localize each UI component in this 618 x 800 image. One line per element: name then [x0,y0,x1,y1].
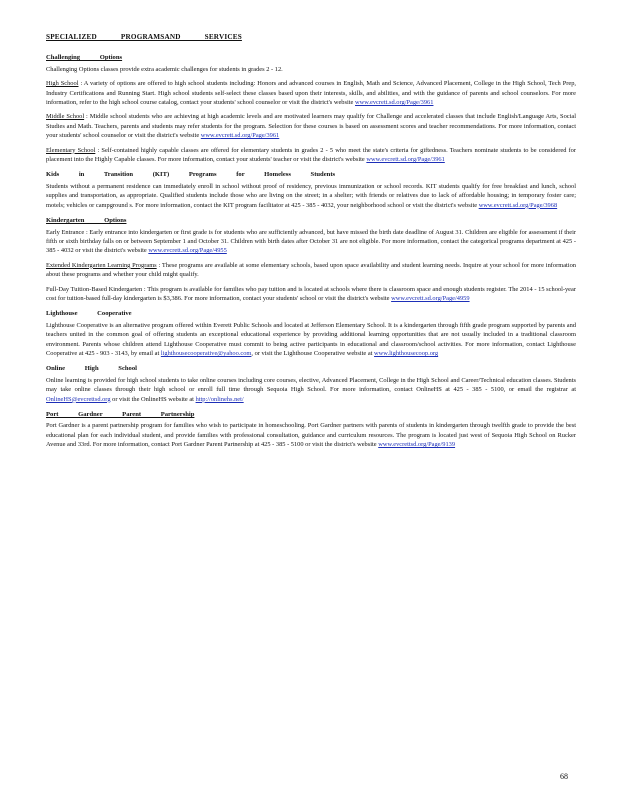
paragraph-lead: Elementary School [46,146,96,154]
section-heading: Lighthouse Cooperative [46,310,132,318]
paragraph-lead: Middle School [46,113,85,121]
challenging-options-section [46,53,576,164]
kit-paragraph [46,182,576,210]
lighthouse-section [46,309,576,358]
website-link[interactable]: www.evcrett.sd.org/Page/3968 [478,201,558,209]
online-paragraph [46,376,576,404]
website-link[interactable]: www.evcrett.sd.org/Page/3961 [200,132,280,140]
high-school-paragraph [46,79,576,107]
section-heading: Kindergarten Options [46,217,127,225]
paragraph-text: Online learning is provided for high school students to take online courses including core courses, elective, Advanced Placement, College in the High School and Career/Technical education classes. Students may take online classes through their high school or enroll full time through Sequoia High School. For more information, contact OnlineHS at 425 - 385 - 5100, or email the registrar at [46,376,576,394]
page-number: 68 [560,772,568,781]
website-link[interactable]: www.evcrett.sd.org/Page/4959 [391,294,470,302]
kindergarten-section [46,216,576,303]
paragraph-text: : A variety of options are offered to high school students including: Honors and advanced courses in English, Math and Science, Advanced Placement, College in the High School, Tech Prep, Industry Certifications and Running Start. High school students self-select these classes based upon their interests, skills, and abilities, and with the guidance of parents and school counselors. For more information, refer to the high school course catalog, contact your students' school counselor or visit the district's website [46,80,576,107]
online-high-school-section [46,364,576,404]
website-link[interactable]: www.lighthousecoop.org [374,349,439,357]
early-entrance-paragraph [46,228,576,256]
paragraph-text: Students without a permanent residence can immediately enroll in school without proof of residency, previous immunization or school records. KIT students qualify for free breakfast and lunch, school supplies and transportation, as appropriate. Qualified students include those who are living on the street; in a shelter; with friends or relatives due to lack of affordable housing; in temporary foster care; motels; vehicles or campground s. For more information, contact the KIT program facilitator at 425 - 385 - 4032, your neighborhood school or visit the district's website [46,182,576,209]
paragraph-text: : These programs are available at some elementary schools, based upon space availability and student learning needs. Inquire at your school for more information about these programs and whether your child might qualify. [46,261,576,279]
page-title: SPECIALIZED PROGRAMSAND SERVICES [46,33,242,41]
full-day-kindergarten-paragraph [46,285,576,304]
paragraph-lead: Full-Day Tuition-Based Kindergarten [46,285,143,293]
paragraph-text: , or visit the Lighthouse Cooperative website at [251,349,373,357]
website-link[interactable]: www.evcrettsd.org/Page/9139 [378,441,456,449]
section-heading: Online High School [46,365,137,373]
challenging-intro: Challenging Options classes provide extra academic challenges for students in grades 2 - 12. [46,65,283,73]
paragraph-text: : Early entrance into kindergarten or first grade is for students who are sufficiently advanced, but have missed the birth date deadline of August 31. Children are eligible for assessment if their fifth or sixth birthday falls on or between September 1 and October 31. Children with birth dates after October 31 are not eligible. For more information, contact the categorical programs department at 425 - 385 - 4032 or visit the district's website [46,228,576,255]
paragraph-text: Port Gardner is a parent partnership program for families who wish to participate in homeschooling. Port Gardner partners with parents of students in kindergarten through twelfth grade to provide the best educational plan for each individual student, and provide families with professional consultation, guidance and curriculum resources. The program is located just west of Sequoia High School on Rucker Avenue and 33rd. For more information, contact Port Gardner Parent Partnership at 425 - 385 - 5100 or visit the district's website [46,422,576,449]
section-heading: Kids in Transition (KIT) Programs for Homeless Students [46,171,336,179]
middle-school-paragraph [46,112,576,140]
website-link[interactable]: www.evcrett.sd.org/Page/3961 [355,99,434,107]
document-page [46,33,576,455]
extended-kindergarten-paragraph [46,261,576,280]
elementary-school-paragraph [46,146,576,165]
kit-section [46,170,576,210]
paragraph-text: : Middle school students who are achieving at high academic levels and are motivated learners may qualify for Challenge and accelerated classes that include English/Language Arts, Social Studies and Math. Teachers, parents and students may refer students for the program. Selection for these courses is based on assessment scores and teacher recommendations. For more information, contact your students' school counselor or visit the district's website [46,113,577,140]
port-gardner-paragraph [46,421,576,449]
section-heading: Port Gardner Parent Partnership [46,411,195,418]
paragraph-lead: High School [46,80,79,88]
website-link[interactable]: www.evcrett.sd.org/Page/4955 [148,247,227,255]
paragraph-text: or visit the OnlineHS website at [112,395,194,403]
lighthouse-paragraph [46,321,576,359]
section-heading: Challenging Options [46,54,123,62]
website-link[interactable]: http://onlinehs.net/ [195,395,244,403]
paragraph-text: : This program is available for families who pay tuition and is located at schools where there is classroom space and enough students register. The 2014 - 15 school-year cost for tuition-based full-day kindergarten is $3,386. For more information, contact your students' school or visit the district's website [46,285,576,302]
paragraph-text: : Self-contained highly capable classes are offered for elementary students in grades 2 - 5 who meet the state's criteria for giftedness. Teachers nominate students to be considered for placement into the Highly Capable classes. For more information, contact your students' teacher or visit the district's website [46,146,576,164]
paragraph-lead: Early Entrance [46,228,85,236]
port-gardner-section [46,410,576,450]
email-link[interactable]: lighthousecooperative@yahoo.com [160,349,252,357]
website-link[interactable]: www.evcrett.sd.org/Page/3961 [366,156,445,164]
paragraph-lead: Extended Kindergarten Learning Programs [46,261,157,269]
paragraph-text: Lighthouse Cooperative is an alternative program offered within Everett Public Schools and located at Jefferson Elementary School. It is a kindergarten through fifth grade program supported by parents and teachers united in the common goal of offering students an exceptional educational experience by providing additional learning opportunities that are not usually included in a traditional classroom environment. Parents whose children attend Lighthouse Cooperative must commit to being active participants in educational and classroom/school activities. For more information, contact Lighthouse Cooperative at 425 - 903 - 3143, by email at [46,321,576,357]
email-link[interactable]: OnlineHS@evcrettsd.org [46,395,111,403]
